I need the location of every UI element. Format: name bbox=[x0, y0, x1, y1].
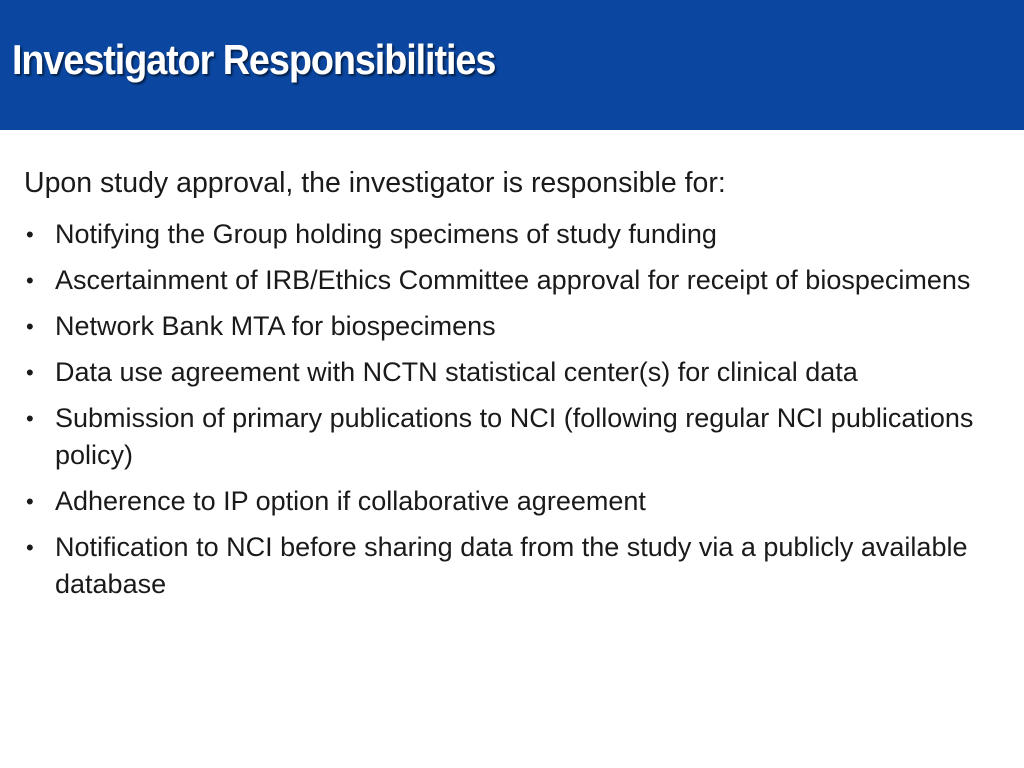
bullet-text: Notifying the Group holding specimens of study funding bbox=[55, 219, 717, 249]
bullet-item bbox=[24, 308, 999, 345]
bullet-icon: • bbox=[26, 406, 34, 431]
bullet-text: Submission of primary publications to NCI (following regular NCI publications policy) bbox=[55, 403, 974, 470]
bullet-text: Notification to NCI before sharing data from the study via a publicly available database bbox=[55, 532, 968, 599]
bullet-icon: • bbox=[26, 314, 34, 339]
bullet-text: Adherence to IP option if collaborative agreement bbox=[55, 486, 646, 516]
bullet-item bbox=[24, 483, 999, 520]
bullet-text: Ascertainment of IRB/Ethics Committee approval for receipt of biospecimens bbox=[55, 265, 971, 295]
intro-text: Upon study approval, the investigator is responsible for: bbox=[24, 167, 726, 199]
bullet-icon: • bbox=[26, 222, 34, 247]
bullet-list bbox=[24, 216, 999, 603]
bullet-item bbox=[24, 529, 999, 603]
bullet-text: Network Bank MTA for biospecimens bbox=[55, 311, 496, 341]
bullet-icon: • bbox=[26, 535, 34, 560]
bullet-icon: • bbox=[26, 489, 34, 514]
bullet-icon: • bbox=[26, 268, 34, 293]
slide-title: Investigator Responsibilities bbox=[12, 36, 496, 83]
title-bar bbox=[0, 0, 1024, 130]
bullet-item bbox=[24, 262, 999, 299]
slide-content bbox=[24, 164, 999, 612]
bullet-item bbox=[24, 216, 999, 253]
bullet-icon: • bbox=[26, 360, 34, 385]
bullet-item bbox=[24, 354, 999, 391]
bullet-item bbox=[24, 400, 999, 474]
bullet-text: Data use agreement with NCTN statistical center(s) for clinical data bbox=[55, 357, 858, 387]
